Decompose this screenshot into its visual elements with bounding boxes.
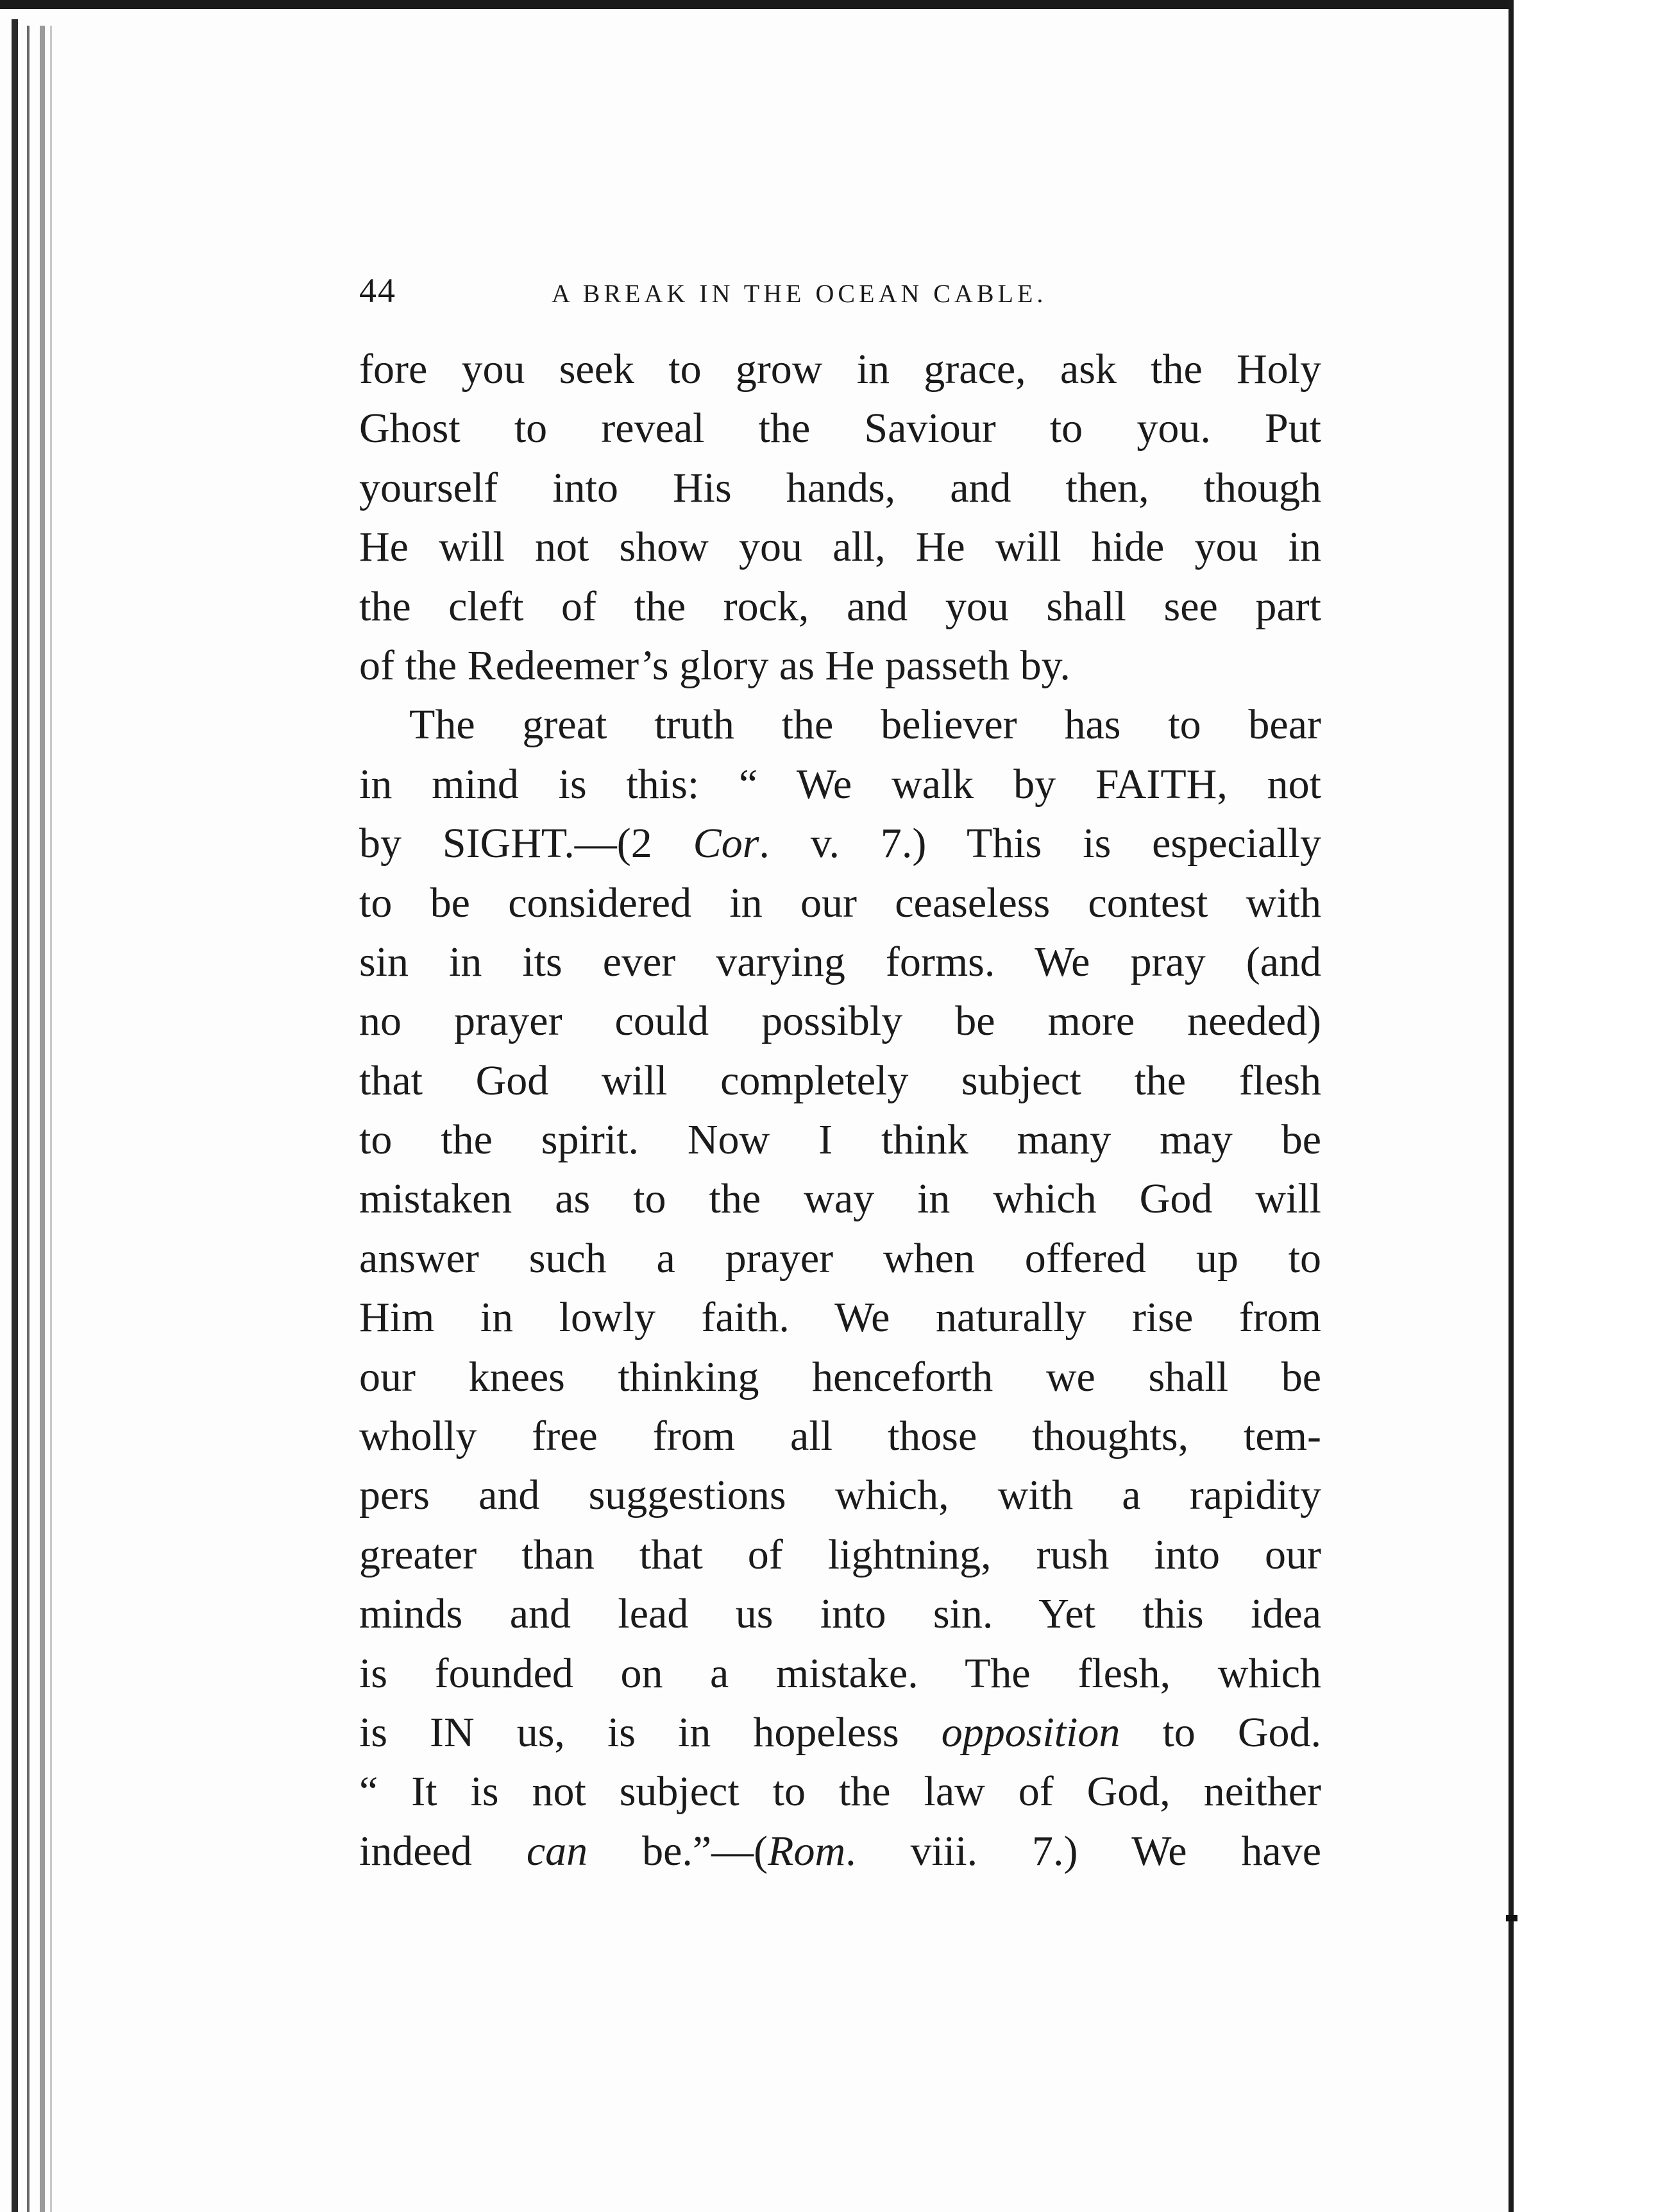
page-right-edge [1509, 0, 1514, 2212]
text-segment: be.”—( [587, 1827, 768, 1875]
page-top-edge [0, 0, 1526, 9]
text-line [359, 1822, 1321, 1881]
italic-reference: Cor [693, 820, 759, 867]
text-line: our knees thinking henceforth we shall be [359, 1353, 1321, 1400]
text-line: minds and lead us into sin. Yet this idea [359, 1590, 1321, 1638]
text-line: Ghost to reveal the Saviour to you. Put [359, 405, 1321, 452]
text-line [359, 814, 1321, 873]
text-line: The great truth the believer has to bear [409, 701, 1321, 749]
text-line: wholly free from all those thoughts, tem- [359, 1413, 1321, 1460]
text-line: He will not show you all, He will hide you in [359, 523, 1321, 571]
page-number: 44 [359, 271, 396, 310]
text-line: that God will completely subject the flesh [359, 1057, 1321, 1104]
page-header [359, 271, 1321, 316]
text-segment: . v. 7.) This is especially [759, 820, 1322, 867]
page-edge-mark [1506, 1915, 1517, 1921]
italic-emphasis: can [526, 1827, 588, 1875]
binding-edge-line [12, 19, 18, 2212]
text-segment: . viii. 7.) We have [845, 1827, 1322, 1875]
italic-emphasis: opposition [941, 1708, 1120, 1756]
text-line: Him in lowly faith. We naturally rise from [359, 1294, 1321, 1341]
running-head: A BREAK IN THE OCEAN CABLE. [552, 279, 1047, 308]
text-segment: is IN us, is in hopeless [359, 1708, 942, 1756]
body-text [359, 340, 1321, 1881]
text-line [359, 1703, 1321, 1762]
text-line: sin in its ever varying forms. We pray (and [359, 938, 1321, 985]
binding-edge-line [50, 26, 52, 2212]
binding-edge-line [40, 26, 45, 2212]
page-margin [1514, 0, 1665, 2212]
italic-reference: Rom [768, 1827, 846, 1875]
text-segment: by SIGHT.—(2 [359, 820, 693, 867]
text-segment: to God. [1120, 1708, 1322, 1756]
text-line: is founded on a mistake. The flesh, which [359, 1649, 1321, 1697]
text-line: greater than that of lightning, rush into our [359, 1531, 1321, 1578]
text-line: the cleft of the rock, and you shall see part [359, 583, 1321, 630]
text-line: yourself into His hands, and then, though [359, 464, 1321, 511]
text-line: “ It is not subject to the law of God, neither [359, 1768, 1321, 1816]
text-line: in mind is this: “ We walk by FAITH, not [359, 760, 1321, 808]
text-segment: indeed [359, 1827, 527, 1875]
text-line: to the spirit. Now I think many may be [359, 1116, 1321, 1164]
text-line: no prayer could possibly be more needed) [359, 998, 1321, 1045]
text-line: to be considered in our ceaseless contest with [359, 879, 1321, 926]
text-line: answer such a prayer when offered up to [359, 1234, 1321, 1282]
binding-edge-line [27, 26, 30, 2212]
text-line: of the Redeemer’s glory as He passeth by. [359, 642, 1070, 689]
text-line: pers and suggestions which, with a rapidity [359, 1472, 1321, 1519]
text-line: fore you seek to grow in grace, ask the Holy [359, 346, 1321, 393]
text-line: mistaken as to the way in which God will [359, 1175, 1321, 1223]
